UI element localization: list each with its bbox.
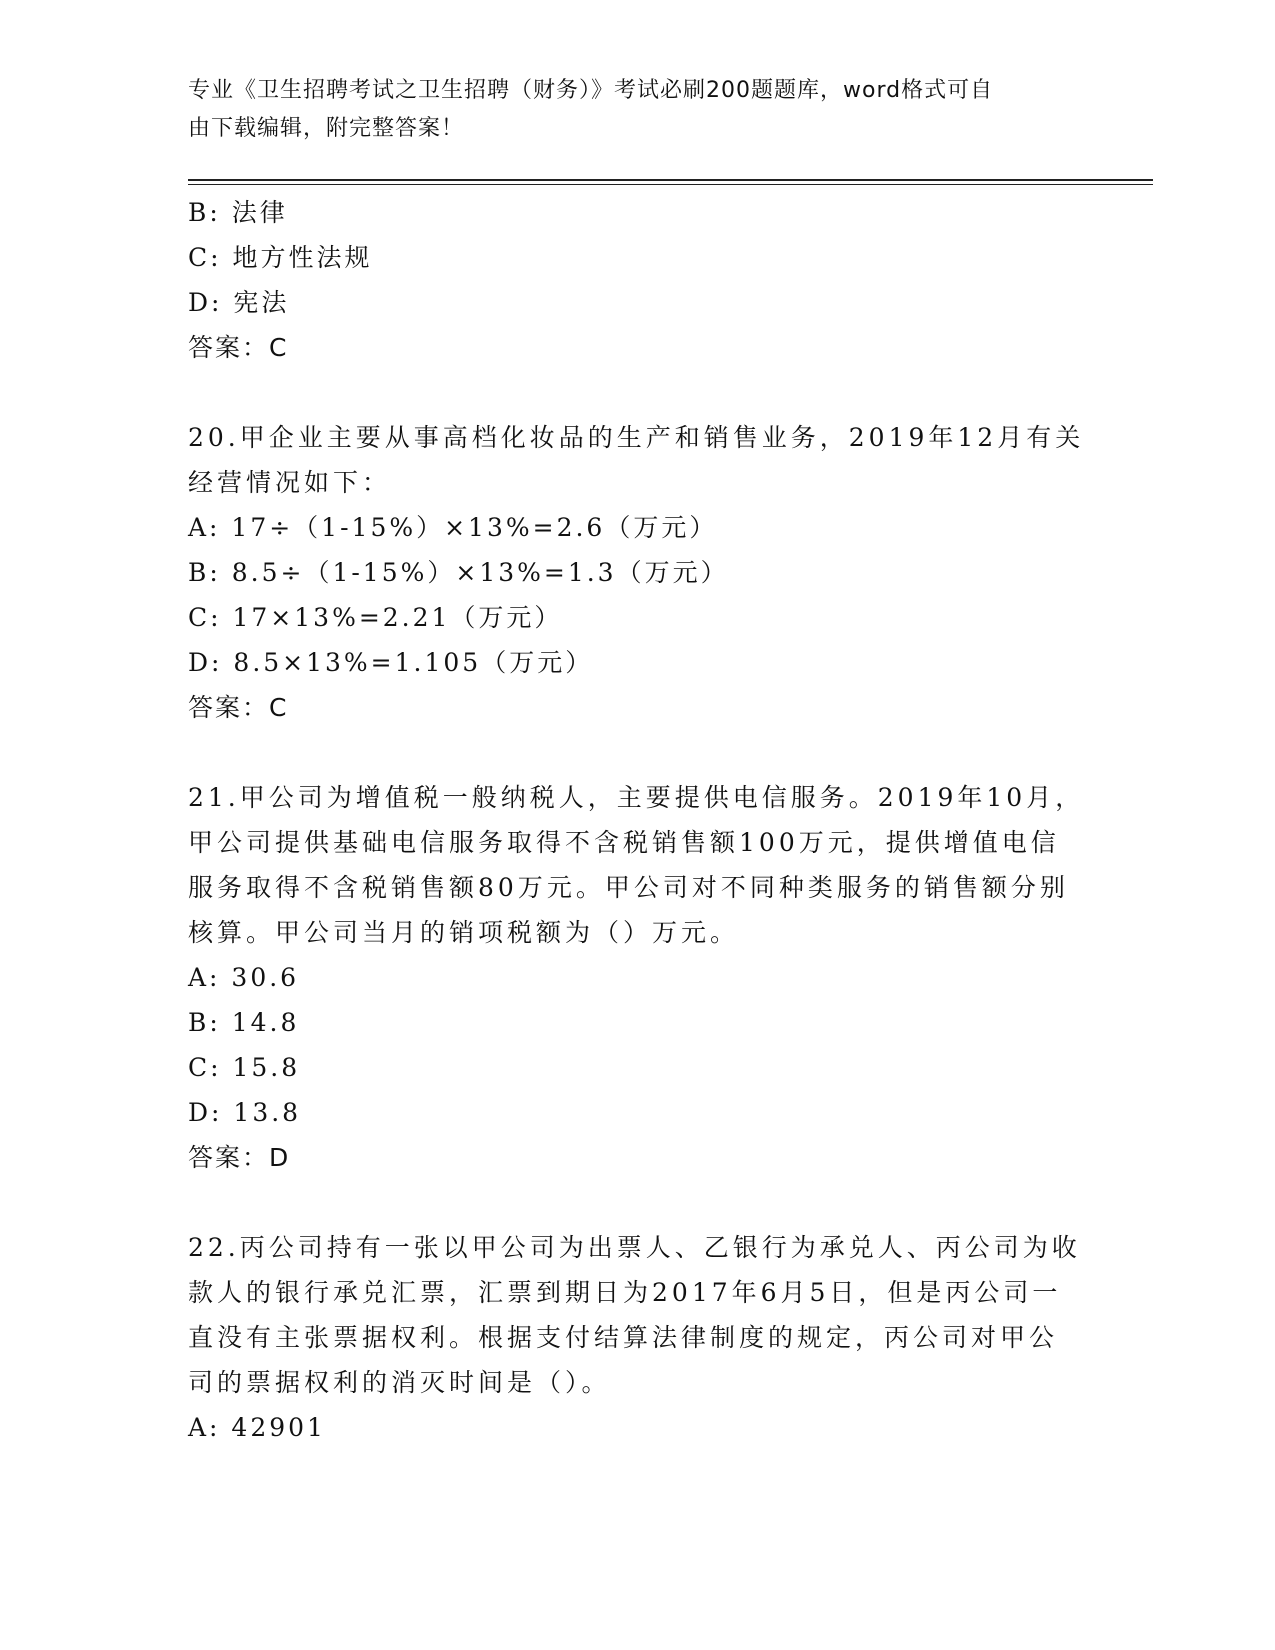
- document-body: [188, 190, 1088, 1450]
- spacer: [188, 730, 1088, 775]
- spacer: [188, 370, 1088, 415]
- answer: 答案：C: [188, 333, 289, 362]
- answer: 答案：D: [188, 1143, 291, 1172]
- question-stem-line: 21.甲公司为增值税一般纳税人，主要提供电信服务。2019年10月，: [188, 783, 1085, 812]
- question-stem-line: 核算。甲公司当月的销项税额为（）万元。: [188, 918, 740, 947]
- question-stem-line: 22.丙公司持有一张以甲公司为出票人、乙银行为承兑人、丙公司为收: [188, 1233, 1081, 1262]
- option-a: A: 30.6: [188, 963, 300, 992]
- option-c: C: 地方性法规: [188, 243, 373, 272]
- header-divider-thin: [188, 184, 1153, 185]
- header-divider-thick: [188, 179, 1153, 181]
- question-stem-line: 款人的银行承兑汇票，汇票到期日为2017年6月5日，但是丙公司一: [188, 1278, 1062, 1307]
- option-b: B: 8.5÷（1-15%）×13%=1.3（万元）: [188, 558, 729, 587]
- option-c: C: 15.8: [188, 1053, 301, 1082]
- question-stem-line: 经营情况如下：: [188, 468, 392, 497]
- option-a: A: 42901: [188, 1413, 326, 1442]
- question-20: [188, 415, 1088, 730]
- answer: 答案：C: [188, 693, 289, 722]
- spacer: [188, 1180, 1088, 1225]
- option-d: D: 13.8: [188, 1098, 302, 1127]
- option-a: A: 17÷（1-15%）×13%=2.6（万元）: [188, 513, 718, 542]
- header-line-1: 专业《卫生招聘考试之卫生招聘（财务）》考试必刷200题题库，word格式可自: [188, 78, 994, 103]
- question-stem-line: 甲公司提供基础电信服务取得不含税销售额100万元，提供增值电信: [188, 828, 1060, 857]
- question-stem-line: 20.甲企业主要从事高档化妆品的生产和销售业务，2019年12月有关: [188, 423, 1085, 452]
- option-d: D: 8.5×13%=1.105（万元）: [188, 648, 594, 677]
- header-line-2: 由下载编辑，附完整答案！: [188, 116, 465, 141]
- question-21: [188, 775, 1088, 1180]
- option-d: D: 宪法: [188, 288, 290, 317]
- question-19-tail: [188, 190, 1088, 370]
- question-stem-line: 司的票据权利的消灭时间是（）。: [188, 1368, 611, 1397]
- question-22: [188, 1225, 1088, 1450]
- question-stem-line: 直没有主张票据权利。根据支付结算法律制度的规定，丙公司对甲公: [188, 1323, 1059, 1352]
- question-stem-line: 服务取得不含税销售额80万元。甲公司对不同种类服务的销售额分别: [188, 873, 1069, 902]
- option-c: C: 17×13%=2.21（万元）: [188, 603, 563, 632]
- document-header: [188, 72, 1068, 148]
- option-b: B: 法律: [188, 198, 288, 227]
- option-b: B: 14.8: [188, 1008, 300, 1037]
